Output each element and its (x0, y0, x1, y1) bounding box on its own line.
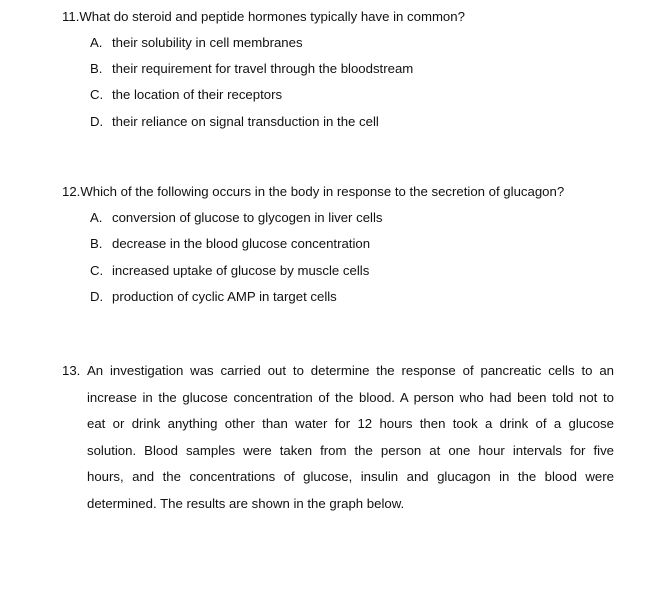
option-text: their reliance on signal transduction in the cell (112, 114, 379, 129)
option-d (90, 288, 337, 306)
option-text: decrease in the blood glucose concentration (112, 236, 371, 251)
option-letter: B. (90, 236, 103, 251)
option-text: their requirement for travel through the bloodstream (112, 61, 414, 76)
option-text: increased uptake of glucose by muscle cells (112, 263, 370, 278)
option-letter: C. (90, 87, 104, 102)
option-c (90, 86, 282, 104)
question-11-stem (62, 8, 465, 26)
option-d (90, 113, 379, 131)
question-13-paragraph (62, 358, 614, 518)
option-c (90, 262, 369, 280)
option-text: conversion of glucose to glycogen in liver cells (112, 210, 383, 225)
paragraph-line: increase in the glucose concentration of the blood. A person who had been told not to (87, 389, 614, 405)
paragraph-line (62, 358, 614, 385)
question-number: 13. (62, 363, 81, 378)
option-letter: A. (90, 35, 103, 50)
option-a (90, 34, 303, 52)
question-text: What do steroid and peptide hormones typically have in common? (79, 9, 465, 24)
paragraph-line-text: An investigation was carried out to determine the response of pancreatic cells to an (87, 363, 614, 378)
option-letter: A. (90, 210, 103, 225)
paragraph-line: eat or drink anything other than water for 12 hours then took a drink of a glucose (87, 416, 614, 432)
option-text: the location of their receptors (112, 87, 283, 102)
question-number: 11. (62, 9, 80, 24)
question-12-stem (62, 183, 564, 201)
paragraph-line: solution. Blood samples were taken from the person at one hour intervals for five (87, 442, 614, 458)
option-text: their solubility in cell membranes (112, 35, 303, 50)
option-letter: D. (90, 289, 104, 304)
question-text: Which of the following occurs in the body in response to the secretion of glucagon? (80, 184, 565, 199)
option-letter: C. (90, 263, 104, 278)
paragraph-line: determined. The results are shown in the graph below. (87, 495, 405, 511)
option-letter: D. (90, 114, 104, 129)
option-a (90, 209, 383, 227)
option-b (90, 235, 370, 253)
option-text: production of cyclic AMP in target cells (112, 289, 337, 304)
question-number: 12. (62, 184, 81, 199)
option-letter: B. (90, 61, 103, 76)
paragraph-line: hours, and the concentrations of glucose, insulin and glucagon in the blood were (87, 469, 614, 485)
option-b (90, 60, 413, 78)
